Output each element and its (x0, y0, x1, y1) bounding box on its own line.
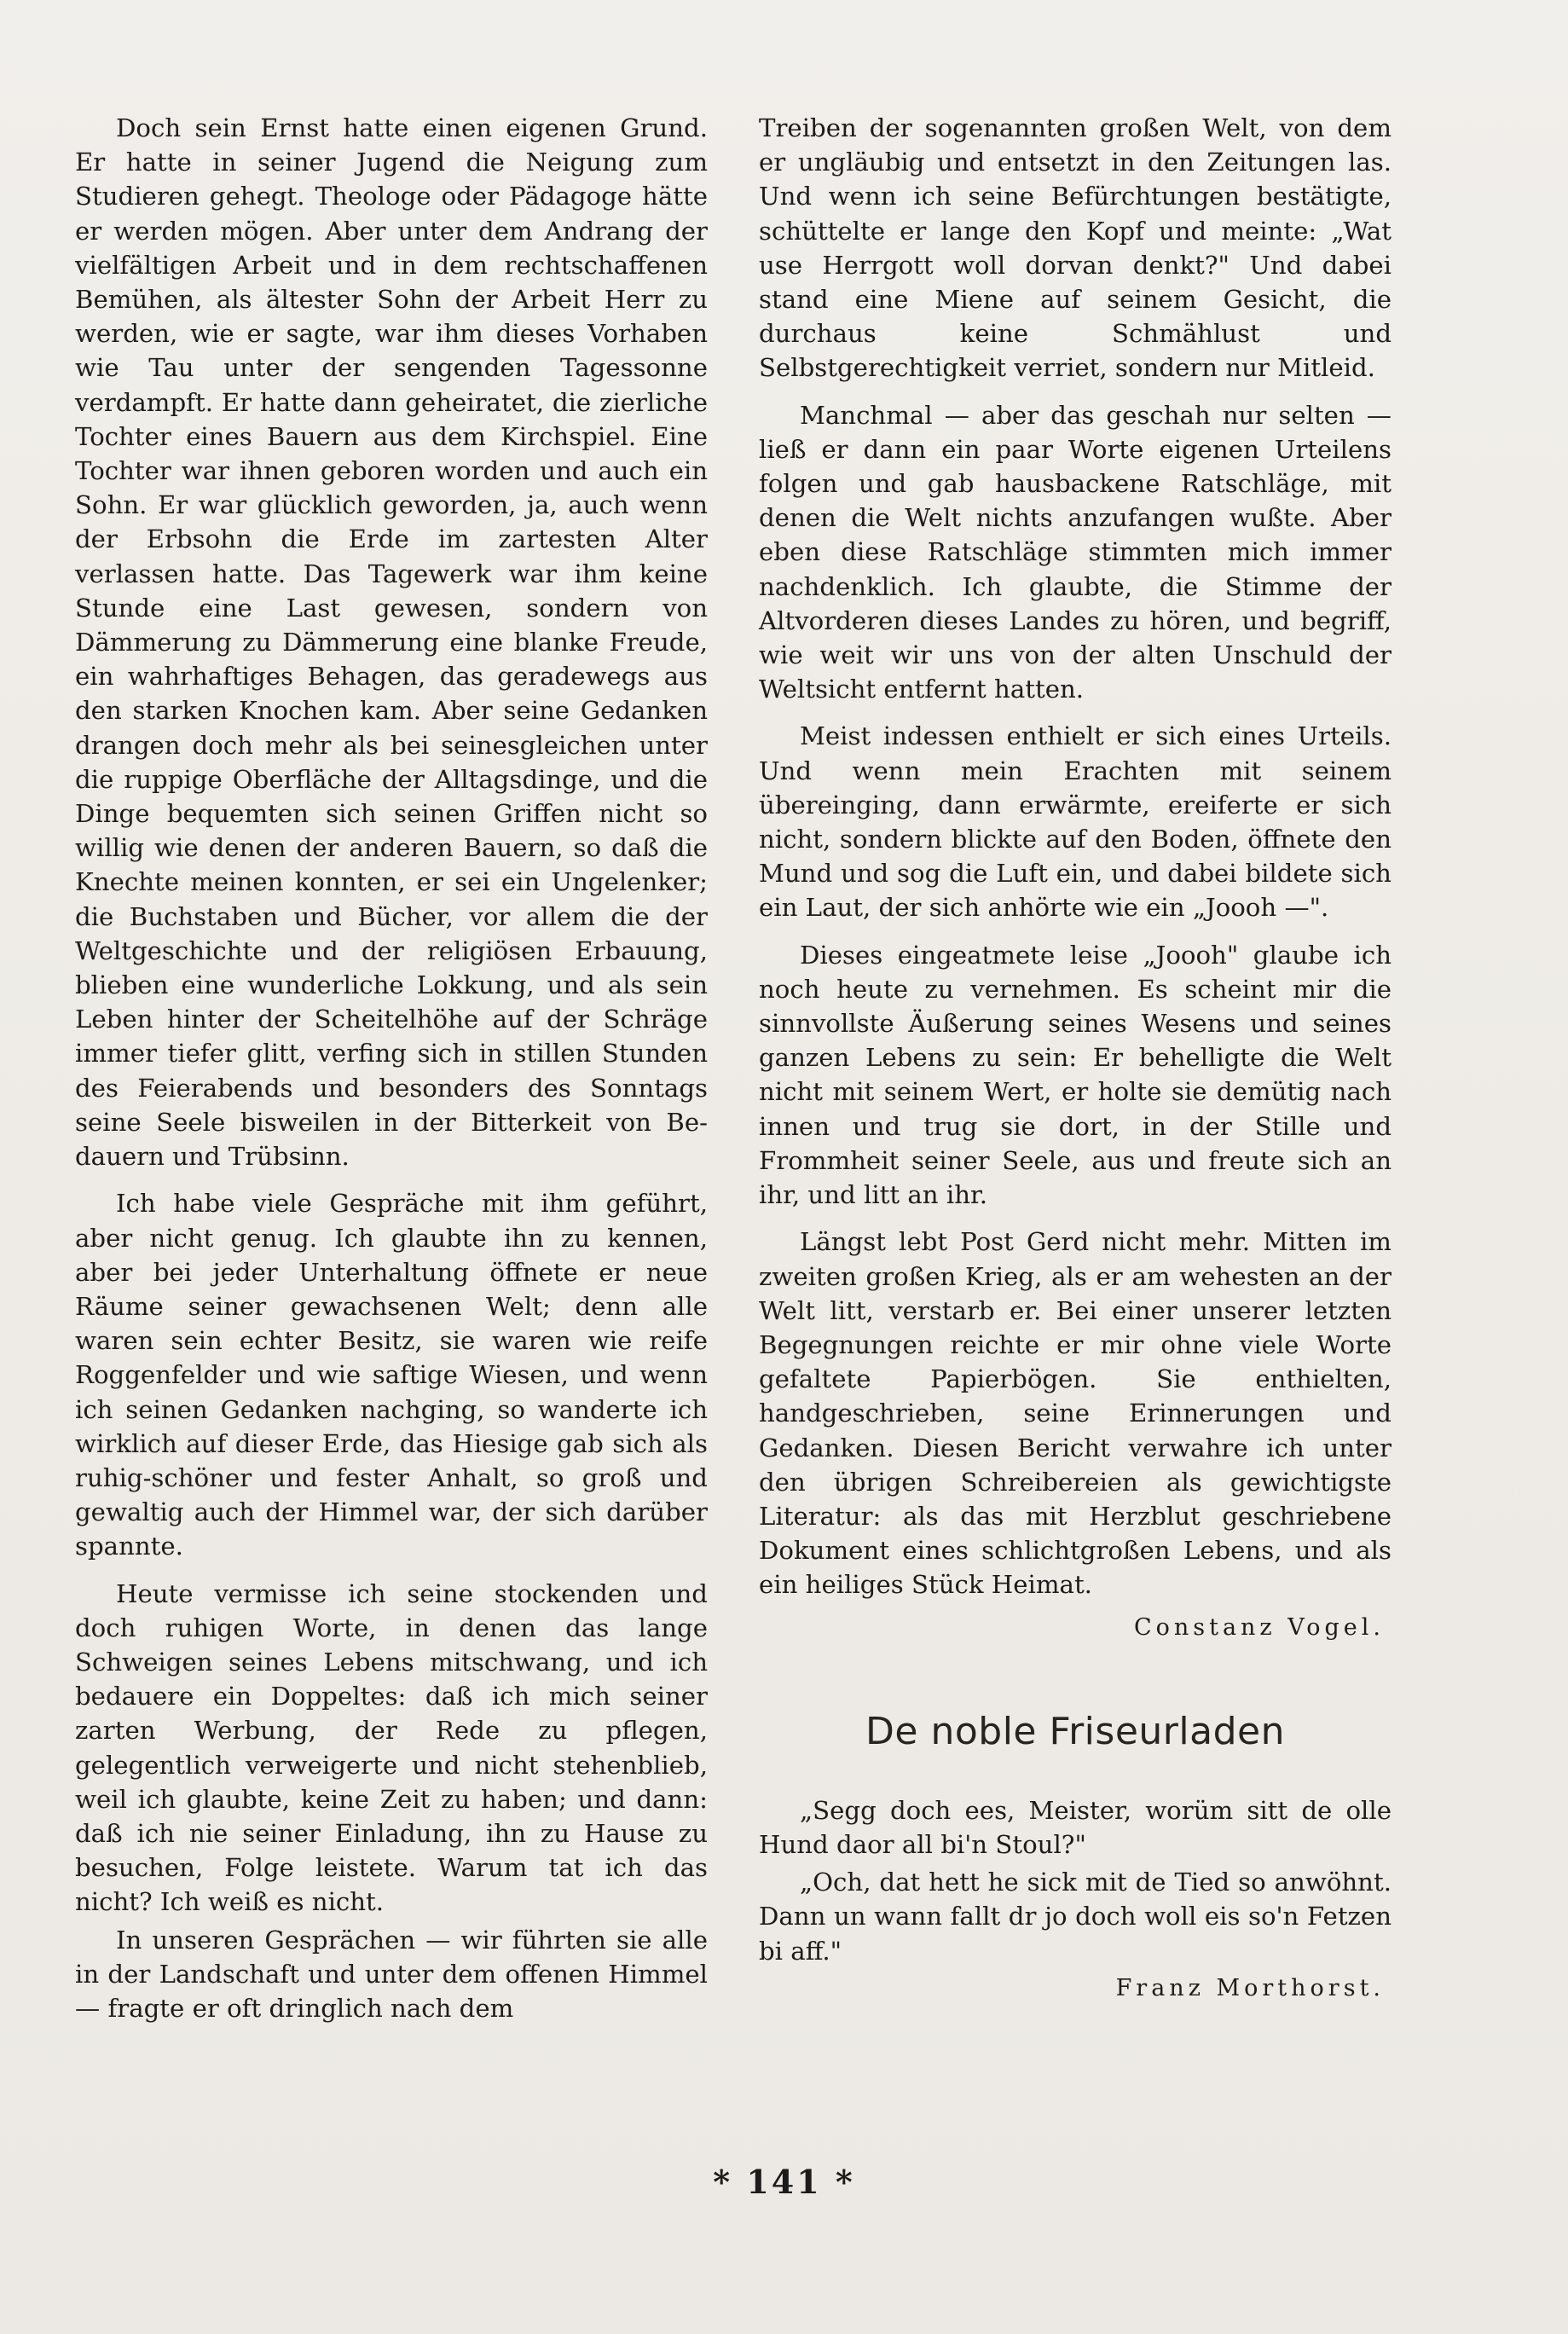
paragraph: Manchmal — aber das geschah nur selten — ließ er dann ein paar Worte eigenen Urteilens folgen und gab hausbackene Ratschläge, mit denen die Welt nichts anzufangen wußte. Aber eben diese Ratschläge stimmten mich immer nachdenklich. Ich glaubte, die Stimme der Altvorderen dieses Landes zu hören, und begriff, wie weit wir uns von der alten Unschuld der Weltsicht entfernt hatten. (759, 400, 1392, 704)
poem-author: Franz Morthorst. (1115, 1974, 1385, 2001)
poem-paragraph: „Segg doch ees, Meister, worüm sitt de olle Hund daor all bi'n Stoul?" (759, 1795, 1392, 1859)
poem-title: De noble Friseurladen (865, 1709, 1285, 1753)
paragraph: Längst lebt Post Gerd nicht mehr. Mitten im zweiten großen Krieg, als er am wehesten an der Welt litt, verstarb er. Bei einer unserer letzten Begegnungen reichte er mir ohne viele Worte gefaltete Papierbögen. Sie enthielten, handgeschrieben, seine Erinnerungen und Gedanken. Diesen Bericht verwahre ich unter den übrigen Schreibereien als gewichtigste Literatur: als das mit Herzblut geschriebene Dokument eines schlichtgroßen Lebens, und als ein heiliges Stück Heimat. (759, 1227, 1392, 1600)
paragraph: Heute vermisse ich seine stockenden und doch ruhigen Worte, in denen das lange Schweigen seines Lebens mitschwang, und ich bedauere ein Doppeltes: daß ich mich seiner zarten Werbung, der Rede zu pflegen, gelegentlich verweigerte und nicht stehenblieb, weil ich glaubte, keine Zeit zu haben; und dann: daß ich nie seiner Einladung, ihn zu Hause zu besuchen, Folge leistete. Warum tat ich das nicht? Ich weiß es nicht. (75, 1578, 708, 1917)
paragraph: Doch sein Ernst hatte einen eigenen Grund. Er hatte in seiner Jugend die Neigung zum Studieren gehegt. Theologe oder Pädagoge hätte er werden mögen. Aber unter dem Andrang der vielfältigen Arbeit und in dem rechtschaffenen Bemühen, als ältester Sohn der Arbeit Herr zu werden, wie er sagte, war ihm dieses Vorhaben wie Tau unter der sengenden Tagessonne verdampft. Er hatte dann geheiratet, die zierliche Tochter eines Bauern aus dem Kirchspiel. Eine Tochter war ihnen geboren worden und auch ein Sohn. Er war glücklich geworden, ja, auch wenn der Erbsohn die Erde im zartesten Alter verlassen hatte. Das Tagewerk war ihm keine Stunde eine Last gewesen, sondern von Dämmerung zu Dämmerung eine blanke Freude, ein wahrhaftiges Behagen, das geradewegs aus den starken Knochen kam. Aber seine Gedanken drangen doch mehr als bei seinesgleichen unter die ruppige Oberfläche der Alltagsdinge, und die Dinge bequemten sich seinen Griffen nicht so willig wie denen der anderen Bauern, so daß die Knechte meinen konnten, er sei ein Ungelenker; die Buchstaben und Bücher, vor allem die der Weltgeschichte und der religiösen Erbauung, blieben eine wunderliche Lokkung, und als sein Leben hinter der Scheitelhöhe auf der Schräge immer tiefer glitt, verfing sich in stillen Stunden des Feierabends und besonders des Sonntags seine Seele bisweilen in der Bitterkeit von Bedauern und Trübsinn. (75, 113, 708, 1172)
paragraph: Dieses eingeatmete leise „Joooh" glaube ich noch heute zu vernehmen. Es scheint mir die sinnvollste Äußerung seines Wesens und seines ganzen Lebens zu sein: Er behelligte die Welt nicht mit seinem Wert, er holte sie demütig nach innen und trug sie dort, in der Stille und Frommheit seiner Seele, aus und freute sich an ihr, und litt an ihr. (759, 940, 1392, 1210)
paragraph: Ich habe viele Gespräche mit ihm geführt, aber nicht genug. Ich glaubte ihn zu kennen, aber bei jeder Unterhaltung öffnete er neue Räume seiner gewachsenen Welt; denn alle waren sein echter Besitz, sie waren wie reife Roggenfelder und wie saftige Wiesen, und wenn ich seinen Gedanken nachging, so wanderte ich wirklich auf dieser Erde, das Hiesige gab sich als ruhig-schöner und fester Anhalt, so groß und gewaltig auch der Himmel war, der sich darüber spannte. (75, 1189, 708, 1561)
paragraph: In unseren Gesprächen — wir führten sie alle in der Landschaft und unter dem offenen Himmel — fragte er oft dringlich nach dem (75, 1925, 708, 2023)
page-number: * 141 * (713, 2163, 855, 2201)
right-column (759, 111, 1392, 2006)
poem-paragraph: „Och, dat hett he sick mit de Tied so anwöhnt. Dann un wann fallt dr jo doch woll eis so'n Fetzen bi aff." (759, 1868, 1392, 1966)
paragraph: Treiben der sogenannten großen Welt, von dem er ungläubig und entsetzt in den Zeitungen las. Und wenn ich seine Befürchtungen bestätigte, schüttelte er lange den Kopf und meinte: „Wat use Herrgott woll dorvan denkt?" Und dabei stand eine Miene auf seinem Gesicht, die durchaus keine Schmählust und Selbstgerechtigkeit verriet, sondern nur Mitleid. (759, 113, 1392, 383)
paragraph: Meist indessen enthielt er sich eines Urteils. Und wenn mein Erachten mit seinem übereinging, dann erwärmte, ereiferte er sich nicht, sondern blickte auf den Boden, öffnete den Mund und sog die Luft ein, und dabei bildete sich ein Laut, der sich anhörte wie ein „Joooh —". (759, 721, 1392, 923)
article-author: Constanz Vogel. (1133, 1613, 1385, 1641)
left-column (75, 111, 708, 2025)
